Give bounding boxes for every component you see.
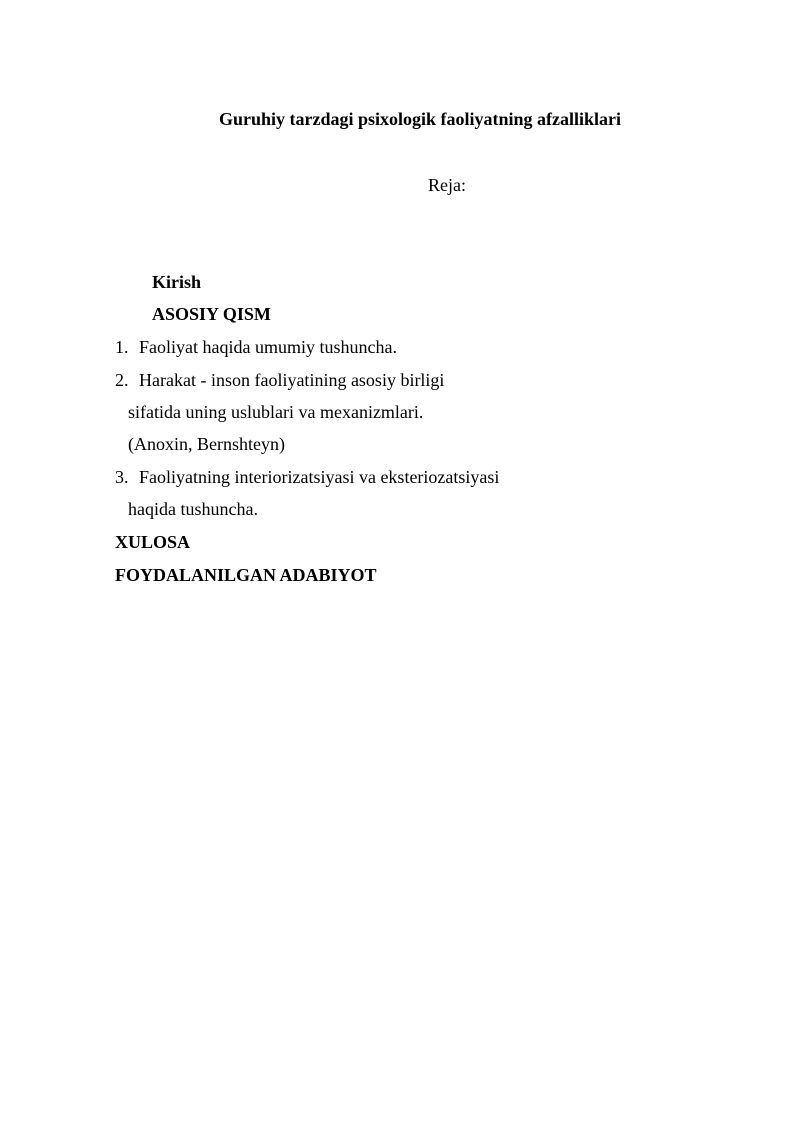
plan-item-3-continuation: haqida tushuncha. [128, 499, 258, 519]
conclusion-heading: XULOSA [115, 532, 191, 552]
plan-label: Reja: [428, 175, 466, 195]
plan-item-text: Faoliyat haqida umumiy tushuncha. [139, 337, 397, 357]
document-title: Guruhiy tarzdagi psixologik faoliyatning afzalliklari [218, 109, 622, 129]
plan-item-number: 1. [115, 337, 129, 357]
plan-item-2-continuation: (Anoxin, Bernshteyn) [128, 434, 285, 454]
main-part-heading: ASOSIY QISM [152, 304, 271, 324]
plan-item-2 [115, 369, 444, 391]
plan-item-number: 3. [115, 467, 129, 487]
plan-item-1 [115, 336, 397, 358]
plan-item-text: Harakat - inson faoliyatining asosiy birligi [139, 370, 445, 390]
plan-item-3 [115, 466, 499, 488]
plan-item-2-continuation: sifatida uning uslublari va mexanizmlari. [128, 402, 424, 422]
references-heading: FOYDALANILGAN ADABIYOT [115, 565, 377, 585]
plan-item-text: Faoliyatning interiorizatsiyasi va eksteriozatsiyasi [139, 467, 500, 487]
plan-item-number: 2. [115, 370, 129, 390]
intro-heading: Kirish [152, 272, 202, 292]
